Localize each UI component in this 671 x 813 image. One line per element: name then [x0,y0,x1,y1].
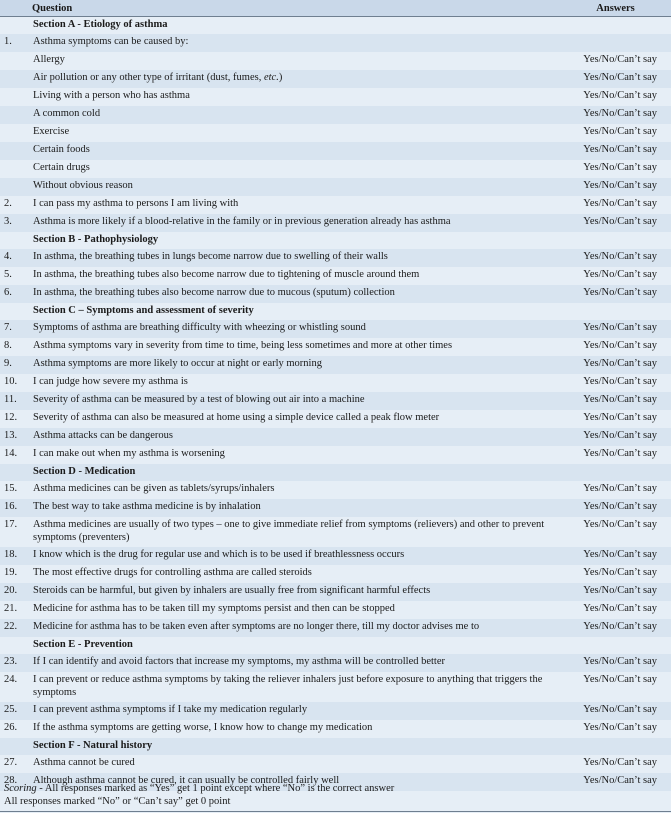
answer-options: Yes/No/Can’t say [583,674,658,685]
question-row [0,428,671,446]
section-header-row [0,232,671,249]
question-number: 23. [0,654,30,672]
section-spacer [0,17,30,35]
answer-options: Yes/No/Can’t say [583,448,658,459]
answer-options: Yes/No/Can’t say [560,320,671,338]
question-row [0,285,671,303]
question-number: 25. [0,702,30,720]
question-text: Asthma attacks can be dangerous [30,428,560,446]
table-header [0,0,671,17]
question-row [0,481,671,499]
question-number: 16. [0,499,30,517]
question-row [0,196,671,214]
question-text: Asthma is more likely if a blood-relative in the family or in previous generation already has asthma [30,214,560,232]
question-text: A common cold [30,106,560,124]
question-number: 13. [0,428,30,446]
question-text: I can prevent asthma symptoms if I take my medication regularly [30,702,560,720]
question-number: 3. [0,214,30,232]
question-text: Symptoms of asthma are breathing difficulty with wheezing or whistling sound [30,320,560,338]
table-bottom-rule [0,811,671,812]
answer-options: Yes/No/Can’t say [583,90,658,101]
question-row [0,142,671,160]
question-number: 12. [4,412,18,423]
answer-options: Yes/No/Can’t say [560,178,671,196]
answer-options: Yes/No/Can’t say [583,126,658,137]
question-number [0,142,30,160]
question-row [0,410,671,428]
answer-options: Yes/No/Can’t say [560,214,671,232]
question-number: 14. [4,448,18,459]
question-number: 6. [0,285,30,303]
answer-options: Yes/No/Can’t say [560,428,671,446]
section-header-row [0,464,671,481]
question-row [0,374,671,392]
question-text: In asthma, the breathing tubes in lungs become narrow due to swelling of their walls [30,249,560,267]
question-number [0,178,30,196]
answer-options: Yes/No/Can’t say [560,106,671,124]
question-row [0,249,671,267]
question-text: Air pollution or any other type of irritant (dust, fumes, etc.) [30,70,560,88]
question-number: 18. [0,547,30,565]
question-number: 17. [4,519,18,530]
question-text: Severity of asthma can be measured by a test of blowing out air into a machine [30,392,560,410]
question-row [0,583,671,601]
question-number: 11. [0,392,30,410]
scoring-text: - All responses marked as “Yes” get 1 point except where “No” is the correct answer [36,783,395,794]
section-header-row [0,17,671,35]
question-number: 2. [4,198,12,209]
question-text: If I can identify and avoid factors that increase my symptoms, my asthma will be controlled better [30,654,560,672]
answer-options: Yes/No/Can’t say [583,54,658,65]
question-text: Medicine for asthma has to be taken even after symptoms are no longer there, till my doctor advises me to [30,619,560,637]
question-number: 8. [4,340,12,351]
scoring-footnote [4,783,394,808]
answer-options: Yes/No/Can’t say [560,249,671,267]
question-row [0,499,671,517]
question-text: The best way to take asthma medicine is by inhalation [30,499,560,517]
question-number: 27. [4,757,18,768]
section-header-row [0,738,671,755]
answer-options: Yes/No/Can’t say [583,757,658,768]
answer-options: Yes/No/Can’t say [583,162,658,173]
answer-options: Yes/No/Can’t say [560,356,671,374]
scoring-second-line: All responses marked “No” or “Can’t say” get 0 point [4,795,231,807]
question-number [0,52,30,70]
question-text: Allergy [33,54,65,65]
question-text: I know which is the drug for regular use and which is to be used if breathlessness occurs [30,547,560,565]
section-title: Section F - Natural history [30,738,671,755]
question-text: I can make out when my asthma is worsening [33,448,225,459]
answer-options: Yes/No/Can’t say [560,392,671,410]
question-text: Asthma symptoms can be caused by: [30,34,560,52]
answer-options: Yes/No/Can’t say [560,70,671,88]
question-row [0,356,671,374]
question-number [0,106,30,124]
question-text: In asthma, the breathing tubes also become narrow due to tightening of muscle around them [33,269,420,280]
answer-options: Yes/No/Can’t say [583,519,658,530]
question-text: I can prevent or reduce asthma symptoms by taking the reliever inhalers just before exposure to anything that triggers the symptoms [33,674,543,698]
question-row [0,160,671,178]
question-row [0,619,671,637]
question-number: 5. [4,269,12,280]
section-header-row [0,303,671,320]
question-text: Asthma symptoms vary in severity from time to time, being less sometimes and more at other times [33,340,453,351]
question-row [0,124,671,142]
question-number [0,70,30,88]
question-text: Medicine for asthma has to be taken till my symptoms persist and then can be stopped [33,603,395,614]
question-row [0,338,671,356]
question-text: Although asthma cannot be cured, it can usually be controlled fairly well [30,773,560,791]
question-number: 22. [0,619,30,637]
answer-options: Yes/No/Can’t say [560,583,671,601]
question-text: In asthma, the breathing tubes also become narrow due to mucous (sputum) collection [30,285,560,303]
answer-options: Yes/No/Can’t say [583,412,658,423]
question-row [0,672,671,702]
answer-options [560,34,671,52]
question-number [0,124,30,142]
answer-options: Yes/No/Can’t say [583,376,658,387]
section-title: Section D - Medication [30,464,671,481]
question-row [0,88,671,106]
question-row [0,106,671,124]
question-text: If the asthma symptoms are getting worse, I know how to change my medication [33,722,373,733]
answer-options: Yes/No/Can’t say [560,499,671,517]
question-number [0,88,30,106]
answer-options: Yes/No/Can’t say [583,567,658,578]
question-row [0,446,671,464]
section-title: Section E - Prevention [33,639,133,651]
section-title: Section A - Etiology of asthma [33,19,168,31]
question-number [0,160,30,178]
question-text: Severity of asthma can also be measured at home using a simple device called a peak flow meter [33,412,440,423]
question-number: 28. [0,773,30,791]
question-text: I can pass my asthma to persons I am living with [33,198,239,209]
section-spacer [0,232,30,249]
question-row [0,517,671,547]
answer-options: Yes/No/Can’t say [583,722,658,733]
question-row [0,320,671,338]
section-header-row [0,637,671,654]
question-text: Living with a person who has asthma [33,90,190,101]
answer-options: Yes/No/Can’t say [560,547,671,565]
question-row [0,601,671,619]
column-header-answers: Answers [560,0,671,17]
table-body [0,17,671,792]
question-number: 26. [4,722,18,733]
question-row [0,70,671,88]
question-text: Asthma cannot be cured [33,757,135,768]
question-text: Asthma medicines are usually of two types – one to give immediate relief from symptoms (relievers) and other to prevent symptoms (preventers) [33,519,545,543]
question-row [0,565,671,583]
question-number: 1. [0,34,30,52]
answer-options: Yes/No/Can’t say [583,603,658,614]
question-row [0,214,671,232]
answer-options: Yes/No/Can’t say [583,198,658,209]
answer-options: Yes/No/Can’t say [560,654,671,672]
section-spacer [0,738,30,755]
section-spacer [0,464,30,481]
section-title: Section C – Symptoms and assessment of severity [33,305,254,317]
question-text: I can judge how severe my asthma is [33,376,188,387]
question-row [0,720,671,738]
question-text: Certain foods [30,142,560,160]
section-title: Section B - Pathophysiology [33,234,159,246]
question-text: Certain drugs [33,162,90,173]
question-row [0,34,671,52]
question-number: 24. [4,674,18,685]
question-text: Asthma medicines can be given as tablets/syrups/inhalers [33,483,275,494]
question-row [0,178,671,196]
answer-options: Yes/No/Can’t say [560,619,671,637]
section-spacer [0,303,30,320]
question-number: 9. [0,356,30,374]
question-number: 15. [4,483,18,494]
answer-options: Yes/No/Can’t say [583,340,658,351]
answer-options: Yes/No/Can’t say [560,702,671,720]
question-text: Exercise [33,126,70,137]
question-number: 19. [4,567,18,578]
question-row [0,654,671,672]
answer-options: Yes/No/Can’t say [583,483,658,494]
question-text: Without obvious reason [30,178,560,196]
question-text: Steroids can be harmful, but given by inhalers are usually free from significant harmful effects [30,583,560,601]
answer-options: Yes/No/Can’t say [560,773,671,791]
question-text: The most effective drugs for controlling asthma are called steroids [33,567,312,578]
question-row [0,392,671,410]
question-number: 21. [4,603,18,614]
question-row [0,547,671,565]
scoring-label: Scoring [4,783,37,794]
column-header-question: Question [0,0,560,17]
answer-options: Yes/No/Can’t say [583,269,658,280]
question-text: Asthma symptoms are more likely to occur at night or early morning [30,356,560,374]
section-spacer [0,637,30,654]
question-row [0,755,671,773]
answer-options: Yes/No/Can’t say [560,285,671,303]
question-number: 10. [4,376,18,387]
question-number: 4. [0,249,30,267]
question-number: 7. [0,320,30,338]
scoring-line [4,783,394,796]
question-number: 20. [0,583,30,601]
answer-options: Yes/No/Can’t say [560,142,671,160]
question-row [0,267,671,285]
question-row [0,702,671,720]
question-row [0,52,671,70]
